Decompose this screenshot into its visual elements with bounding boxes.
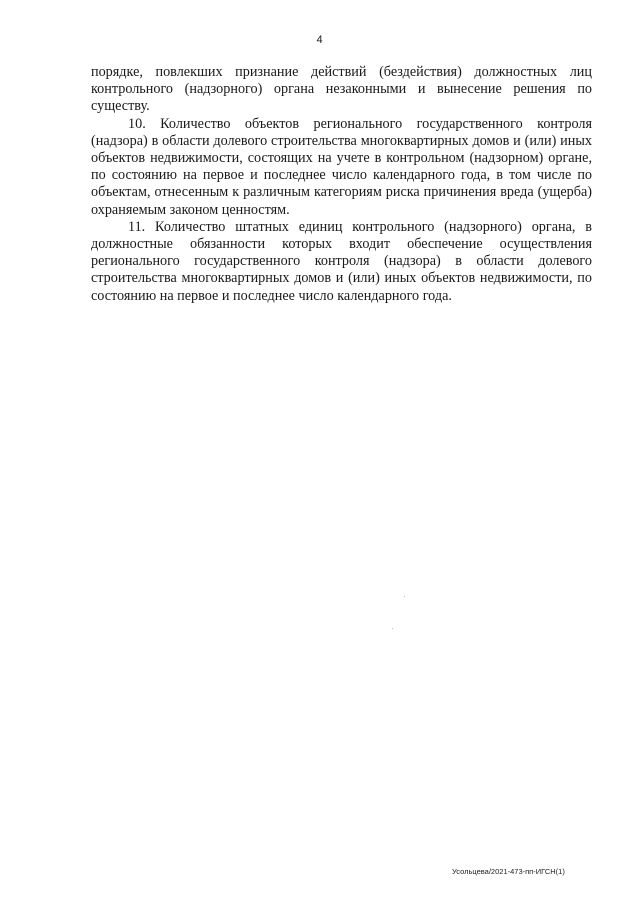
document-body (91, 64, 592, 305)
document-id-footer: Усольцева/2021-473-пп-ИГСН(1) (452, 867, 565, 876)
paragraph-item-10: 10. Количество объектов регионального государственного контроля (надзора) в области долевого строительства многоквартирных домов и (или) иных объектов недвижимости, состоящих на учете в контрольном (надзорном) органе, по состоянию на первое и последнее число календарного года, в том числе по объектам, отнесенным к различным категориям риска причинения вреда (ущерба) охраняемым законом ценностям. (91, 115, 592, 218)
scan-speck (404, 596, 405, 597)
scan-speck (392, 628, 393, 629)
page-number: 4 (316, 34, 323, 46)
paragraph-item-11: 11. Количество штатных единиц контрольного (надзорного) органа, в должностные обязанности которых входит обеспечение осуществления регионального государственного контроля (надзора) в области долевого строительства многоквартирных домов и (или) иных объектов недвижимости, по состоянию на первое и последнее число календарного года. (91, 218, 592, 304)
paragraph-continuation: порядке, повлекших признание действий (бездействия) должностных лиц контрольного (надзорного) органа незаконными и вынесение решения по существу. (91, 64, 592, 115)
